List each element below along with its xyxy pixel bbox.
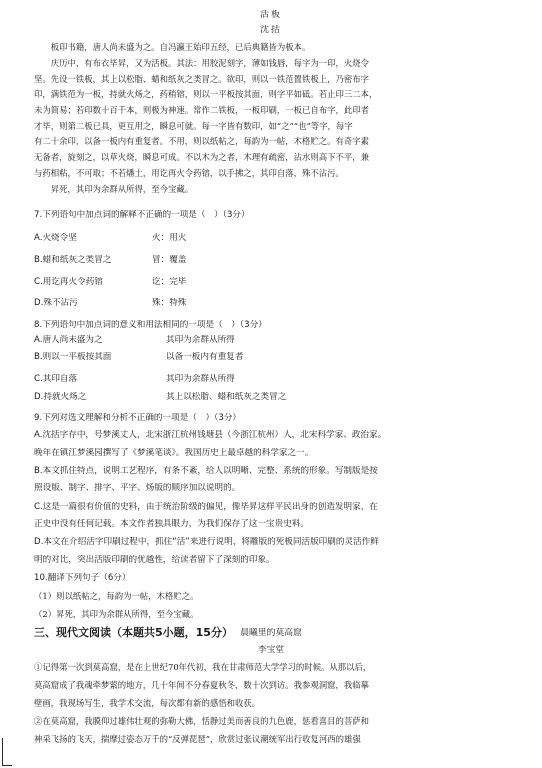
q7-option-a: A.火烧令坚 火：用火 (34, 233, 187, 243)
q10-stem: 10.翻译下列句子（6分） (34, 573, 131, 583)
article-title: 晨曦里的莫高窟 (240, 628, 302, 638)
q9-option-line: 正史中没有任何记载。本文作者独具眼力，为我们保存了这一宝贵史料。 (34, 519, 310, 529)
passage-line: 昇死，其印为余群从所得，至今宝藏。 (34, 184, 194, 194)
page-corner-mark (2, 738, 12, 766)
q9-option-line: 明的对比，突出活版印刷的优越性，给读者留下了深刻的印象。 (34, 555, 275, 565)
article-line: 壁画，我现场写生，我学术交流，每次都有新的感悟和收获。 (34, 698, 261, 708)
passage-line: 板印书籍，唐人尚未盛为之。自冯瀛王始印五经，已后典籍皆为板本。 (34, 42, 311, 52)
passage-line: 才毕，则第二板已具，更互用之，瞬息可就。每一字皆有数印，如“之”“也”等字，每字 (34, 121, 353, 131)
q9-option-line: B.本文抓住特点，说明工艺程序，有条不紊，给人以明晰、完整、系统的形象。写制版是按 (34, 466, 378, 476)
article-line: ②在莫高窟，我膜仰过雄伟壮观的弥勒大佛，恬静过美而善良的九色鹿，惩看喜目的菩萨和 (34, 716, 369, 726)
q8-option-b: B.则以一平板按其面 以备一板内有重复者 (34, 352, 244, 362)
article-line: 莫高窟成了我魂牵梦萦的地方，几十年间不分春夏秋冬，数十次到访。我参观洞窟，我临摹 (34, 680, 369, 690)
passage-line: 无备者，旋刻之，以草火烧，瞬息可成。不以木为之者，木理有疏密，沾水则高下不平，兼 (34, 152, 369, 162)
passage-line: 坚。先设一铁板，其上以松脂、蜡和纸灰之类冒之。欲印，则以一铁范置铁板上，乃密布字 (34, 74, 369, 84)
passage-line: 与药相粘，不可取；不若燔土，用讫再火令药镕，以手拂之，其印自落，殊不沾污。 (34, 168, 344, 178)
section-heading: 三、现代文阅读（本题共5小题，15分） (34, 626, 233, 639)
q8-stem: 8.下列语句中加点词的意义和用法相同的一项是（ ）（3分） (34, 320, 267, 330)
passage-line: 有二十余印，以备一板内有重复者。不用，则以纸帖之，每韵为一帖，木格贮之。有奇字素 (34, 136, 369, 146)
q7-option-d: D.殊不沾污 殊：特殊 (34, 298, 187, 308)
passage-line: 庆历中，有布衣毕昇，又为活板。其法：用胶泥刻字，薄如钱唇，每字为一印，火烧令 (34, 58, 369, 68)
article-line: ①记得第一次到莫高窟，是在上世纪70年代初，我在甘肃师范大学学习的时候。从那以后， (34, 662, 372, 672)
q9-option-line: 照设版、制字、排字、平字、炀版的顺序加以说明的。 (34, 483, 241, 493)
q8-option-c: C.其印自落 其印为余群从所得 (34, 374, 235, 384)
q8-option-a: A.唐人尚未盛为之 其印为余群从所得 (34, 335, 235, 345)
q7-option-b: B.蜡和纸灰之类冒之 冒：覆盖 (34, 255, 187, 265)
article-author: 李宝堂 (257, 645, 285, 655)
q7-stem: 7.下列语句中加点词的解释不正确的一项是（ ）（3分） (34, 210, 250, 220)
passage-author: 沈括 (259, 25, 282, 35)
q9-option-line: A.沈括字存中，号梦溪丈人，北宋浙江杭州钱塘县（今浙江杭州）人，北宋科学家、政治家。 (34, 430, 387, 440)
passage-line: 未为简易；若印数十百千本，则极为神速。常作二铁板，一板印刷，一板已自布字，此印者 (34, 105, 369, 115)
article-line: 神采飞扬的飞天，揣摩过姿态万千的“反弹琵琶”，欣赏过张议潮统军出行收复河西的雄强 (34, 734, 361, 744)
q9-option-line: D.本文在介绍活字印刷过程中，抓住“活”来进行说明，将雕版的死板同活版印刷的灵活作鲜 (34, 537, 379, 547)
passage-title: 活板 (259, 10, 282, 20)
q9-option-line: 晚年在镇江梦溪园撰写了《梦溪笔谈》。我国历史上最卓越的科学家之一。 (34, 448, 314, 458)
q7-option-c: C.用讫再火令药镕 讫：完毕 (34, 277, 187, 287)
q9-stem: 9.下列对选文理解和分析不正确的一项是（ ）（3分） (34, 413, 242, 423)
q10-item-1: （1）则以纸帖之，每韵为一帖，木格贮之。 (34, 591, 199, 601)
passage-line: 印，满铁范为一板，持就火炀之，药稍镕，则以一平板按其面，则字平如砥。若止印三二本， (34, 89, 378, 99)
q8-option-d: D.持就火炀之 其上以松脂、蜡和纸灰之类冒之 (34, 392, 287, 402)
q10-item-2: （2）昇死，其印为余群从所得，至今宝藏。 (34, 609, 199, 619)
q9-option-line: C.这是一篇很有价值的史料，由于统治阶级的偏见，像毕昇这样平民出身的创造发明家，在 (34, 502, 378, 512)
